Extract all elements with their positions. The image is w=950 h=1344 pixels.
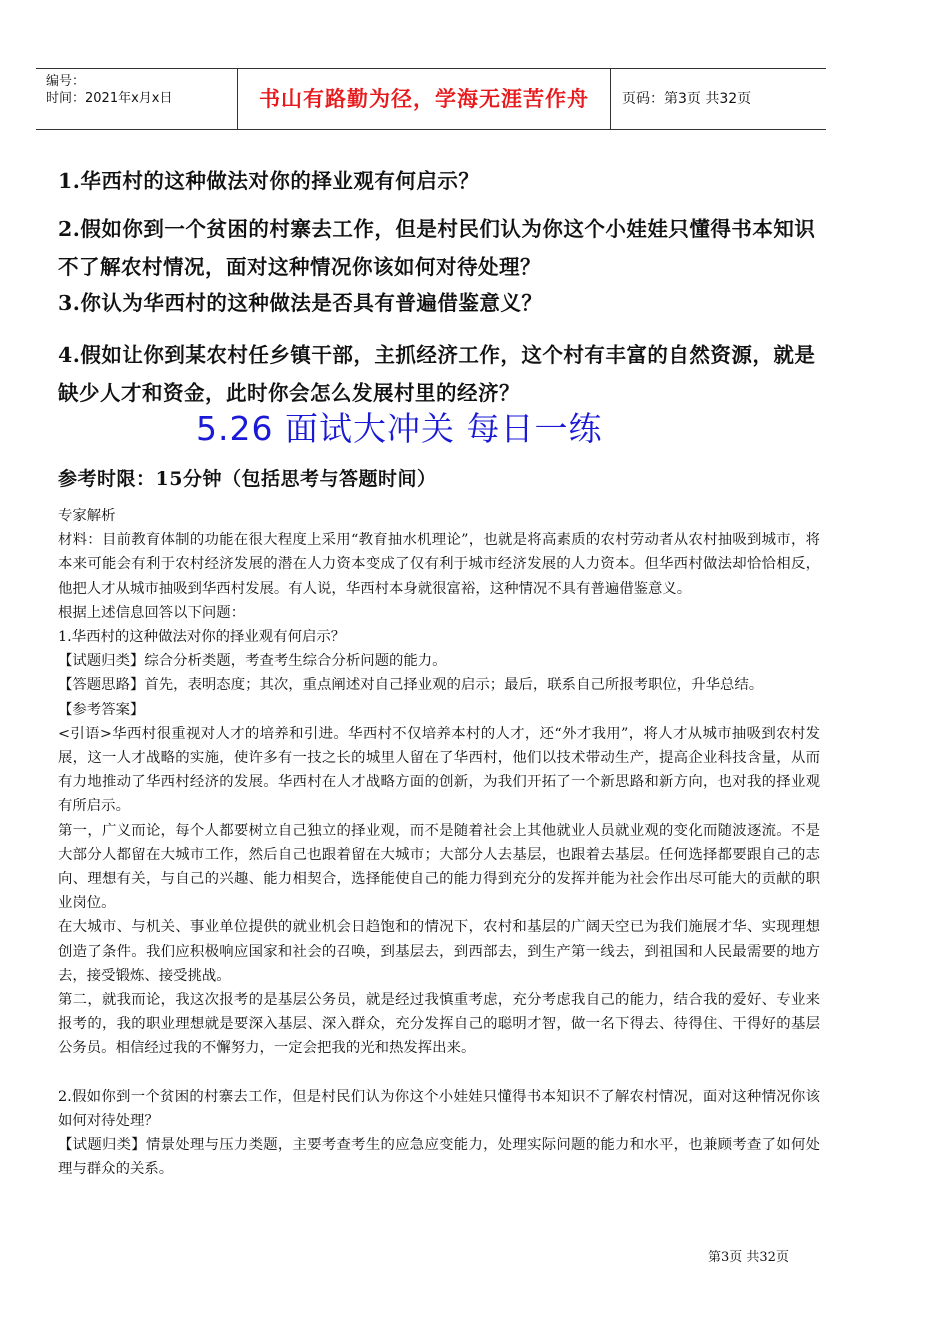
answer-paragraph: 第一，广义而论，每个人都要树立自己独立的择业观，而不是随着社会上其他就业人员就业观的变化而随波逐流。不是大部分人都留在大城市工作，然后自己也跟着留在大城市；大部分人去基层，也跟着去基层。任何选择都要跟自己的志向、理想有关，与自己的兴趣、能力相契合，选择能使自己的能力得到充分的发挥并能为社会作出尽可能大的贡献的职业岗位。: [58, 822, 820, 912]
answer-paragraph: 在大城市、与机关、事业单位提供的就业机会日趋饱和的情况下，农村和基层的广阔天空已为我们施展才华、实现理想创造了条件。我们应积极响应国家和社会的召唤，到基层去，到西部去，到生产第一线去，到祖国和人民最需要的地方去，接受锻炼、接受挑战。: [58, 919, 820, 984]
question-1: 1.华西村的这种做法对你的择业观有何启示？: [58, 169, 480, 193]
time-limit: 参考时限：15分钟（包括思考与答题时间）: [58, 468, 437, 490]
section-label: 专家解析: [58, 508, 116, 524]
answer-paragraph: 第二，就我而论，我这次报考的是基层公务员，就是经过我慎重考虑，充分考虑我自己的能力，结合我的爱好、专业来报考的，我的职业理想就是要深入基层、深入群众，充分发挥自己的聪明才智，做一名下得去、待得住、干得好的基层公务员。相信经过我的不懈努力，一定会把我的光和热发挥出来。: [58, 992, 820, 1057]
header-page-info: 页码：第3页 共32页: [622, 91, 752, 107]
question-3: 3.你认为华西村的这种做法是否具有普遍借鉴意义？: [58, 291, 543, 315]
banner-title: 5.26 面试大冲关 每日一练: [196, 409, 603, 448]
question-heading: 2.假如你到一个贫困的村寨去工作，但是村民们认为你这个小娃娃只懂得书本知识不了解农村情况，面对这种情况你该如何对待处理？: [58, 1088, 820, 1129]
answer-paragraph: <引语>华西村很重视对人才的培养和引进。华西村不仅培养本村的人才，还“外才我用”，将人才从城市抽吸到农村发展，这一人才战略的实施，使许多有一技之长的城里人留在了华西村，他们以技术带动生产，提高企业科技含量，从而有力地推动了华西村经济的发展。华西村在人才战略方面的创新，为我们开拓了一个新思路和新方向，也对我的择业观有所启示。: [58, 725, 820, 815]
category-line: 【试题归类】综合分析类题，考查考生综合分析问题的能力。: [58, 653, 447, 670]
header-meta: [46, 73, 236, 107]
instruction-line: 根据上述信息回答以下问题：: [58, 604, 246, 621]
page-header: [36, 68, 826, 130]
spacer: [58, 1061, 820, 1085]
page-footer: 第3页 共32页: [708, 1250, 789, 1265]
header-number-label: 编号：: [46, 74, 86, 89]
header-divider: [610, 69, 611, 129]
analysis-body: [58, 504, 820, 1181]
header-time-label: 时间：2021年x月x日: [46, 91, 173, 106]
question-4: 4.假如让你到某农村任乡镇干部，主抓经济工作，这个村有丰富的自然资源，就是缺少人才和资金，此时你会怎么发展村里的经济？: [58, 343, 816, 405]
category-line: 【试题归类】情景处理与压力类题，主要考查考生的应急应变能力，处理实际问题的能力和水平，也兼顾考查了如何处理与群众的关系。: [58, 1137, 820, 1178]
header-motto: 书山有路勤为径，学海无涯苦作舟: [259, 87, 589, 111]
question-heading: 1.华西村的这种做法对你的择业观有何启示？: [58, 629, 346, 646]
question-2: 2.假如你到一个贫困的村寨去工作，但是村民们认为你这个小娃娃只懂得书本知识不了解农村情况，面对这种情况你该如何对待处理？: [58, 217, 816, 279]
answer-heading: 【参考答案】: [58, 701, 145, 718]
approach-line: 【答题思路】首先，表明态度；其次，重点阐述对自己择业观的启示；最后，联系自己所报考职位，升华总结。: [58, 677, 764, 694]
material-paragraph: 材料：目前教育体制的功能在很大程度上采用“教育抽水机理论”，也就是将高素质的农村劳动者从农村抽吸到城市，将本来可能会有利于农村经济发展的潜在人力资本变成了仅有利于城市经济发展的人力资本。但华西村做法却恰恰相反，他把人才从城市抽吸到华西村发展。有人说，华西村本身就很富裕，这种情况不具有普遍借鉴意义。: [58, 532, 820, 597]
